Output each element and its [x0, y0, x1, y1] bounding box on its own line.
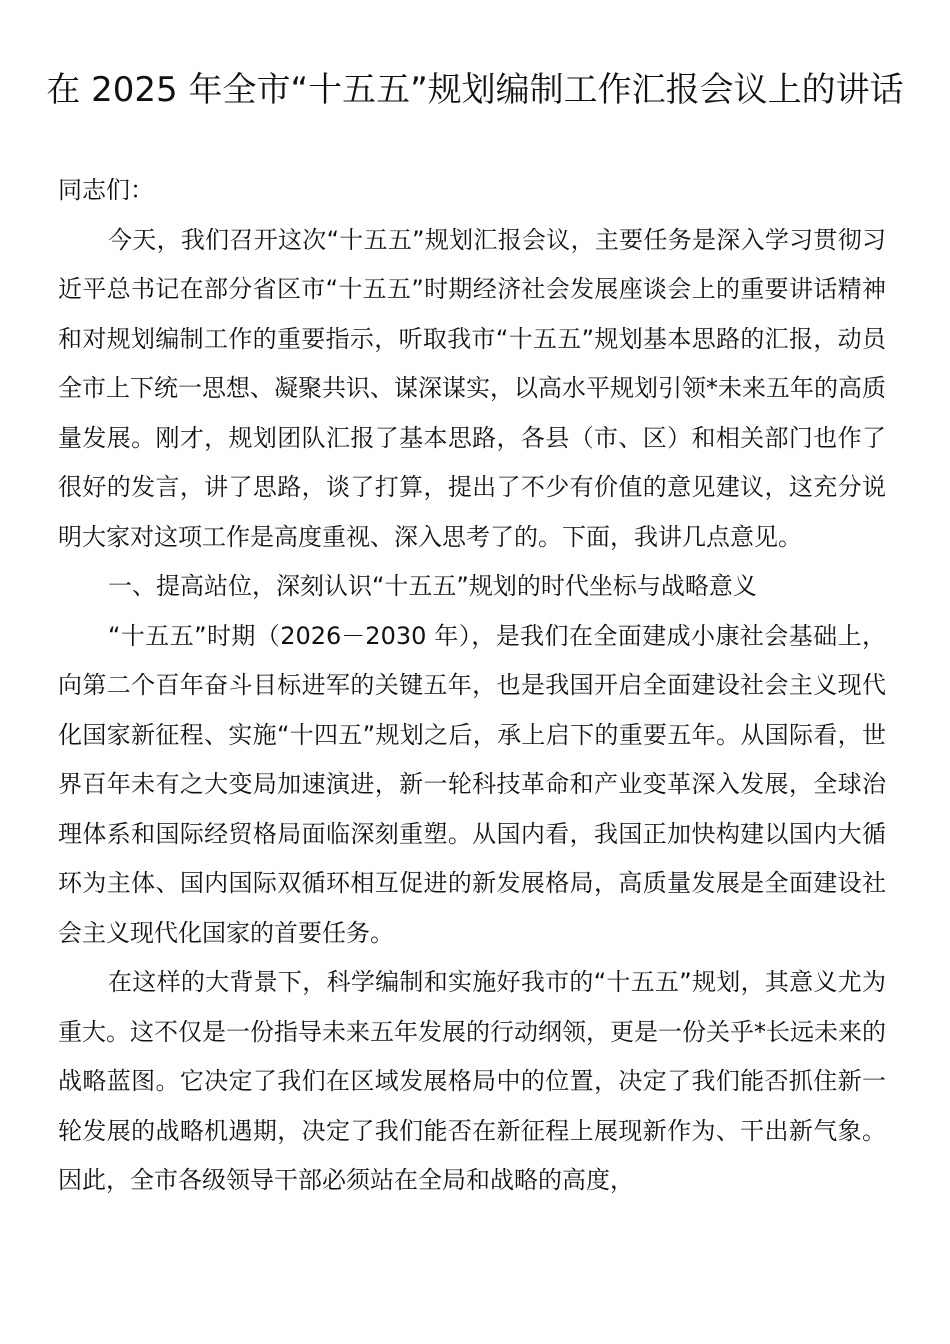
- section-paragraph: “十五五”时期（2026－2030 年），是我们在全面建成小康社会基础上，向第二个百年奋斗目标进军的关键五年，也是我国开启全面建设社会主义现代化国家新征程、实施“十四五”规划之后，承上启下的重要五年。从国际看，世界百年未有之大变局加速演进，新一轮科技革命和产业变革深入发展，全球治理体系和国际经贸格局面临深刻重塑。从国内看，我国正加快构建以国内大循环为主体、国内国际双循环相互促进的新发展格局，高质量发展是全面建设社会主义现代化国家的首要任务。: [58, 621, 886, 947]
- salutation: 同志们：: [58, 176, 154, 204]
- section-paragraph: 在这样的大背景下，科学编制和实施好我市的“十五五”规划，其意义尤为重大。这不仅是一份指导未来五年发展的行动纲领，更是一份关乎*长远未来的战略蓝图。它决定了我们在区域发展格局中的位置，决定了我们能否抓住新一轮发展的战略机遇期，决定了我们能否在新征程上展现新作为、干出新气象。因此，全市各级领导干部必须站在全局和战略的高度，: [58, 968, 886, 1194]
- section-heading-1: 一、提高站位，深刻认识“十五五”规划的时代坐标与战略意义: [108, 572, 757, 600]
- opening-paragraph: 今天，我们召开这次“十五五”规划汇报会议，主要任务是深入学习贯彻习近平总书记在部分省区市“十五五”时期经济社会发展座谈会上的重要讲话精神和对规划编制工作的重要指示，听取我市“十五五”规划基本思路的汇报，动员全市上下统一思想、凝聚共识、谋深谋实，以高水平规划引领*未来五年的高质量发展。刚才，规划团队汇报了基本思路，各县（市、区）和相关部门也作了很好的发言，讲了思路，谈了打算，提出了不少有价值的意见建议，这充分说明大家对这项工作是高度重视、深入思考了的。下面，我讲几点意见。: [58, 225, 886, 551]
- document-body: [58, 166, 886, 1206]
- document-title: 在 2025 年全市“十五五”规划编制工作汇报会议上的讲话: [46, 70, 904, 110]
